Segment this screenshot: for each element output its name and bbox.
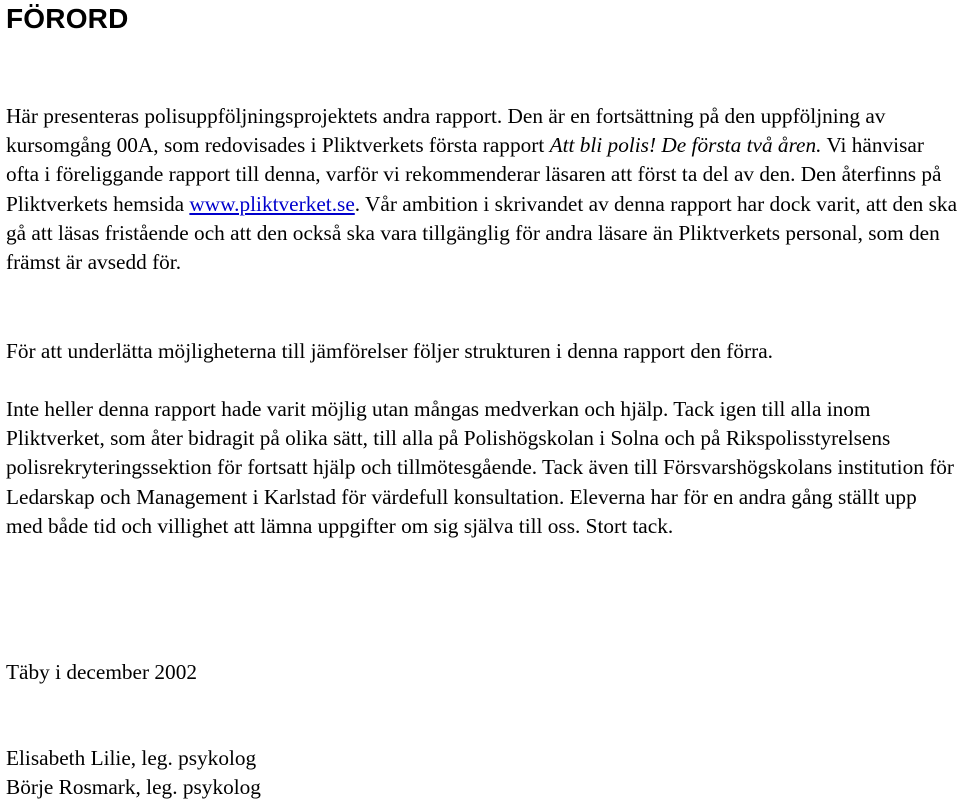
paragraph-intro [6,102,958,277]
page-title: FÖRORD [6,3,129,34]
signature-line: Elisabeth Lilie, leg. psykolog [6,746,257,770]
place-and-date: Täby i december 2002 [6,660,198,684]
intro-text-end: . Vår ambition i skrivandet av denna rapport har dock varit, att den ska gå att läsas fristående och att den också ska vara tillgänglig för andra läsare än Pliktverkets personal, som den främst är avsedd för. [6,191,958,275]
website-link[interactable]: www.pliktverket.se [189,191,355,216]
report-title-italic: Att bli polis! De första två åren. [549,133,822,158]
paragraph-acknowledgements: Inte heller denna rapport hade varit möjlig utan mångas medverkan och hjälp. Tack igen till alla inom Pliktverket, som åter bidragit på olika sätt, till alla på Polishögskolan i Solna och på Rikspolisstyrelsens polisrekryteringssektion för fortsatt hjälp och tillmötesgående. Tack även till Försvarshögskolans institution för Ledarskap och Management i Karlstad för värdefull konsultation. Eleverna har för en andra gång ställt upp med både tid och villighet att lämna uppgifter om sig själva till oss. Stort tack. [6,397,955,538]
intro-text: Här presenteras polisuppföljningsprojektets andra rapport. Den är en fortsättning på den uppföljning av kursomgång 00A, som redovisades i Pliktverkets första rapport [6,104,886,158]
intro-text-continued: Vi hänvisar ofta i föreliggande rapport till denna, varför vi rekommenderar läsaren att först ta del av den. Den återfinns på Pliktverkets hemsida [6,133,942,216]
paragraph-structure: För att underlätta möjligheterna till jämförelser följer strukturen i denna rapport den förra. [6,339,774,363]
signature-line: Börje Rosmark, leg. psykolog [6,775,261,799]
